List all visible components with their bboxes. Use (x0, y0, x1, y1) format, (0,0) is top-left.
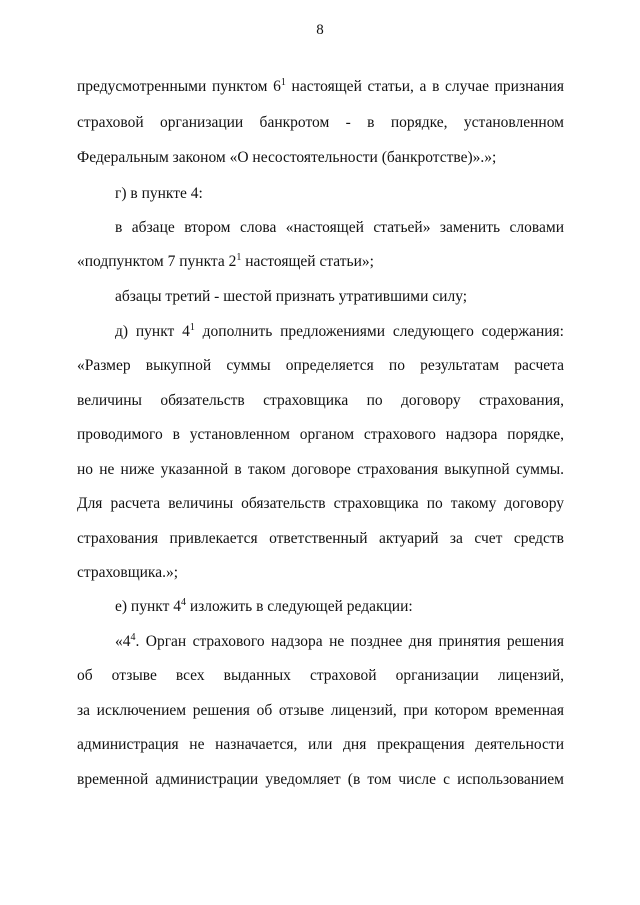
text-line-10: величины обязательств страховщика по договору страхования, (77, 392, 564, 409)
text-line-6: «подпунктом 7 пункта $2^1$ настоящей статьи»; (77, 252, 374, 270)
page-number: 8 (316, 22, 324, 38)
text-line-1: предусмотренными пунктом $6^1$ настоящей статьи, а в случае признания (77, 77, 564, 95)
text-line-16: е) пункт $4^4$ изложить в следующей редакции: (115, 597, 413, 615)
text-line-8: д) пункт $4^1$ дополнить предложениями следующего содержания: (115, 322, 564, 340)
text-line-19: за исключением решения об отзыве лицензий, при котором временная (77, 702, 564, 719)
text-line-15: страховщика.»; (77, 564, 179, 581)
text-line-2: страховой организации банкротом - в порядке, установленном (77, 114, 564, 131)
text-line-12: но не ниже указанной в таком договоре страхования выкупной суммы. (77, 461, 564, 478)
text-line-7: абзацы третий - шестой признать утратившими силу; (115, 288, 468, 305)
text-line-9: «Размер выкупной суммы определяется по результатам расчета (77, 357, 564, 374)
text-line-4: г) в пункте 4: (115, 185, 203, 202)
text-line-11: проводимого в установленном органом страхового надзора порядке, (77, 426, 564, 443)
text-line-17: «$4^4$. Орган страхового надзора не позднее дня принятия решения (115, 632, 564, 650)
text-line-13: Для расчета величины обязательств страховщика по такому договору (77, 495, 564, 512)
text-line-18: об отзыве всех выданных страховой организации лицензий, (77, 667, 564, 684)
text-line-21: временной администрации уведомляет (в том числе с использованием (77, 771, 564, 788)
text-line-20: администрация не назначается, или дня прекращения деятельности (77, 736, 564, 753)
text-line-5: в абзаце втором слова «настоящей статьей» заменить словами (115, 219, 564, 236)
text-line-3: Федеральным законом «О несостоятельности (банкротстве)».»; (77, 149, 497, 166)
text-line-14: страхования привлекается ответственный актуарий за счет средств (77, 530, 564, 547)
